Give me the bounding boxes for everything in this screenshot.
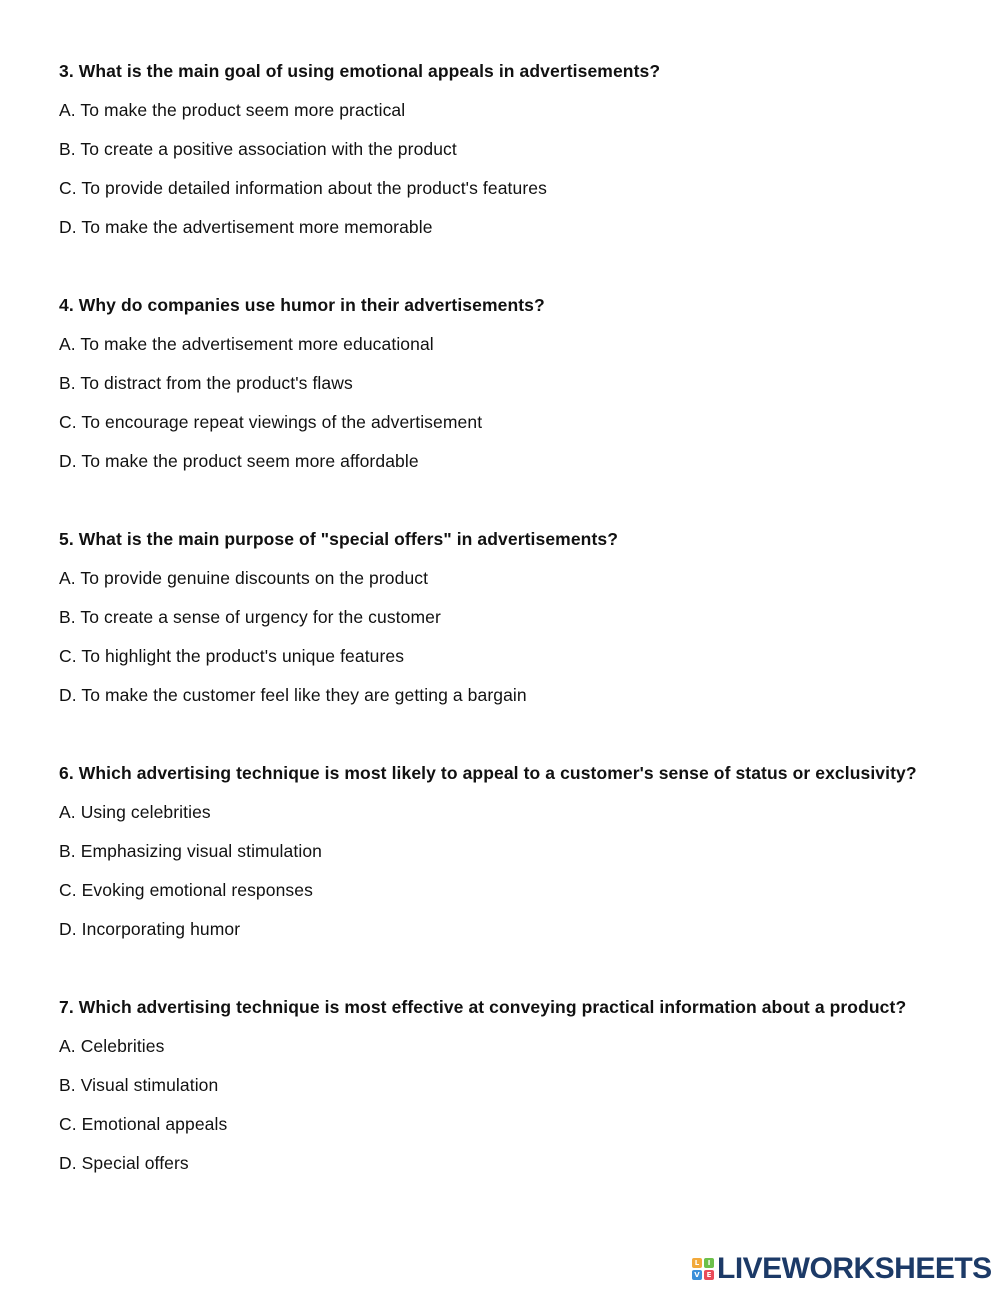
question-3 (59, 58, 939, 240)
option-d: D. To make the customer feel like they are getting a bargain (59, 685, 527, 705)
question-spacer (59, 942, 939, 994)
logo-cell: E (704, 1270, 714, 1280)
logo-text: LIVEWORKSHEETS (717, 1252, 992, 1285)
logo-cell: V (692, 1270, 702, 1280)
option-a: A. Celebrities (59, 1036, 165, 1056)
option-d: D. To make the product seem more affordable (59, 451, 419, 471)
option-b: B. To create a sense of urgency for the customer (59, 607, 441, 627)
option-c: C. Evoking emotional responses (59, 880, 313, 900)
option-c: C. To encourage repeat viewings of the advertisement (59, 412, 483, 432)
option-d: D. Incorporating humor (59, 919, 241, 939)
question-7 (59, 994, 939, 1176)
question-spacer (59, 240, 939, 292)
option-c: C. Emotional appeals (59, 1114, 228, 1134)
question-title: 4. Why do companies use humor in their advertisements? (59, 295, 545, 315)
answer-options (59, 1033, 939, 1176)
question-4 (59, 292, 939, 474)
option-c: C. To provide detailed information about the product's features (59, 178, 547, 198)
option-b: B. Visual stimulation (59, 1075, 219, 1095)
answer-options (59, 565, 939, 708)
option-b: B. Emphasizing visual stimulation (59, 841, 322, 861)
answer-options (59, 97, 939, 240)
option-a: A. To make the advertisement more educational (59, 334, 434, 354)
option-d: D. Special offers (59, 1153, 189, 1173)
worksheet-page (59, 58, 939, 1176)
question-6 (59, 760, 939, 942)
option-a: A. To provide genuine discounts on the product (59, 568, 429, 588)
question-title: 7. Which advertising technique is most effective at conveying practical information about a product? (59, 997, 907, 1017)
question-title: 3. What is the main goal of using emotional appeals in advertisements? (59, 61, 661, 81)
question-spacer (59, 708, 939, 760)
answer-options (59, 799, 939, 942)
option-c: C. To highlight the product's unique features (59, 646, 405, 666)
option-d: D. To make the advertisement more memorable (59, 217, 433, 237)
question-title: 6. Which advertising technique is most likely to appeal to a customer's sense of status or exclusivity? (59, 763, 917, 783)
option-a: A. Using celebrities (59, 802, 211, 822)
logo-cell: L (692, 1258, 702, 1268)
liveworksheets-logo (692, 1252, 992, 1285)
question-spacer (59, 474, 939, 526)
answer-options (59, 331, 939, 474)
option-a: A. To make the product seem more practical (59, 100, 406, 120)
question-5 (59, 526, 939, 708)
question-title: 5. What is the main purpose of "special offers" in advertisements? (59, 529, 619, 549)
option-b: B. To distract from the product's flaws (59, 373, 353, 393)
option-b: B. To create a positive association with the product (59, 139, 457, 159)
logo-cell: I (704, 1258, 714, 1268)
logo-mark-icon (692, 1258, 714, 1280)
